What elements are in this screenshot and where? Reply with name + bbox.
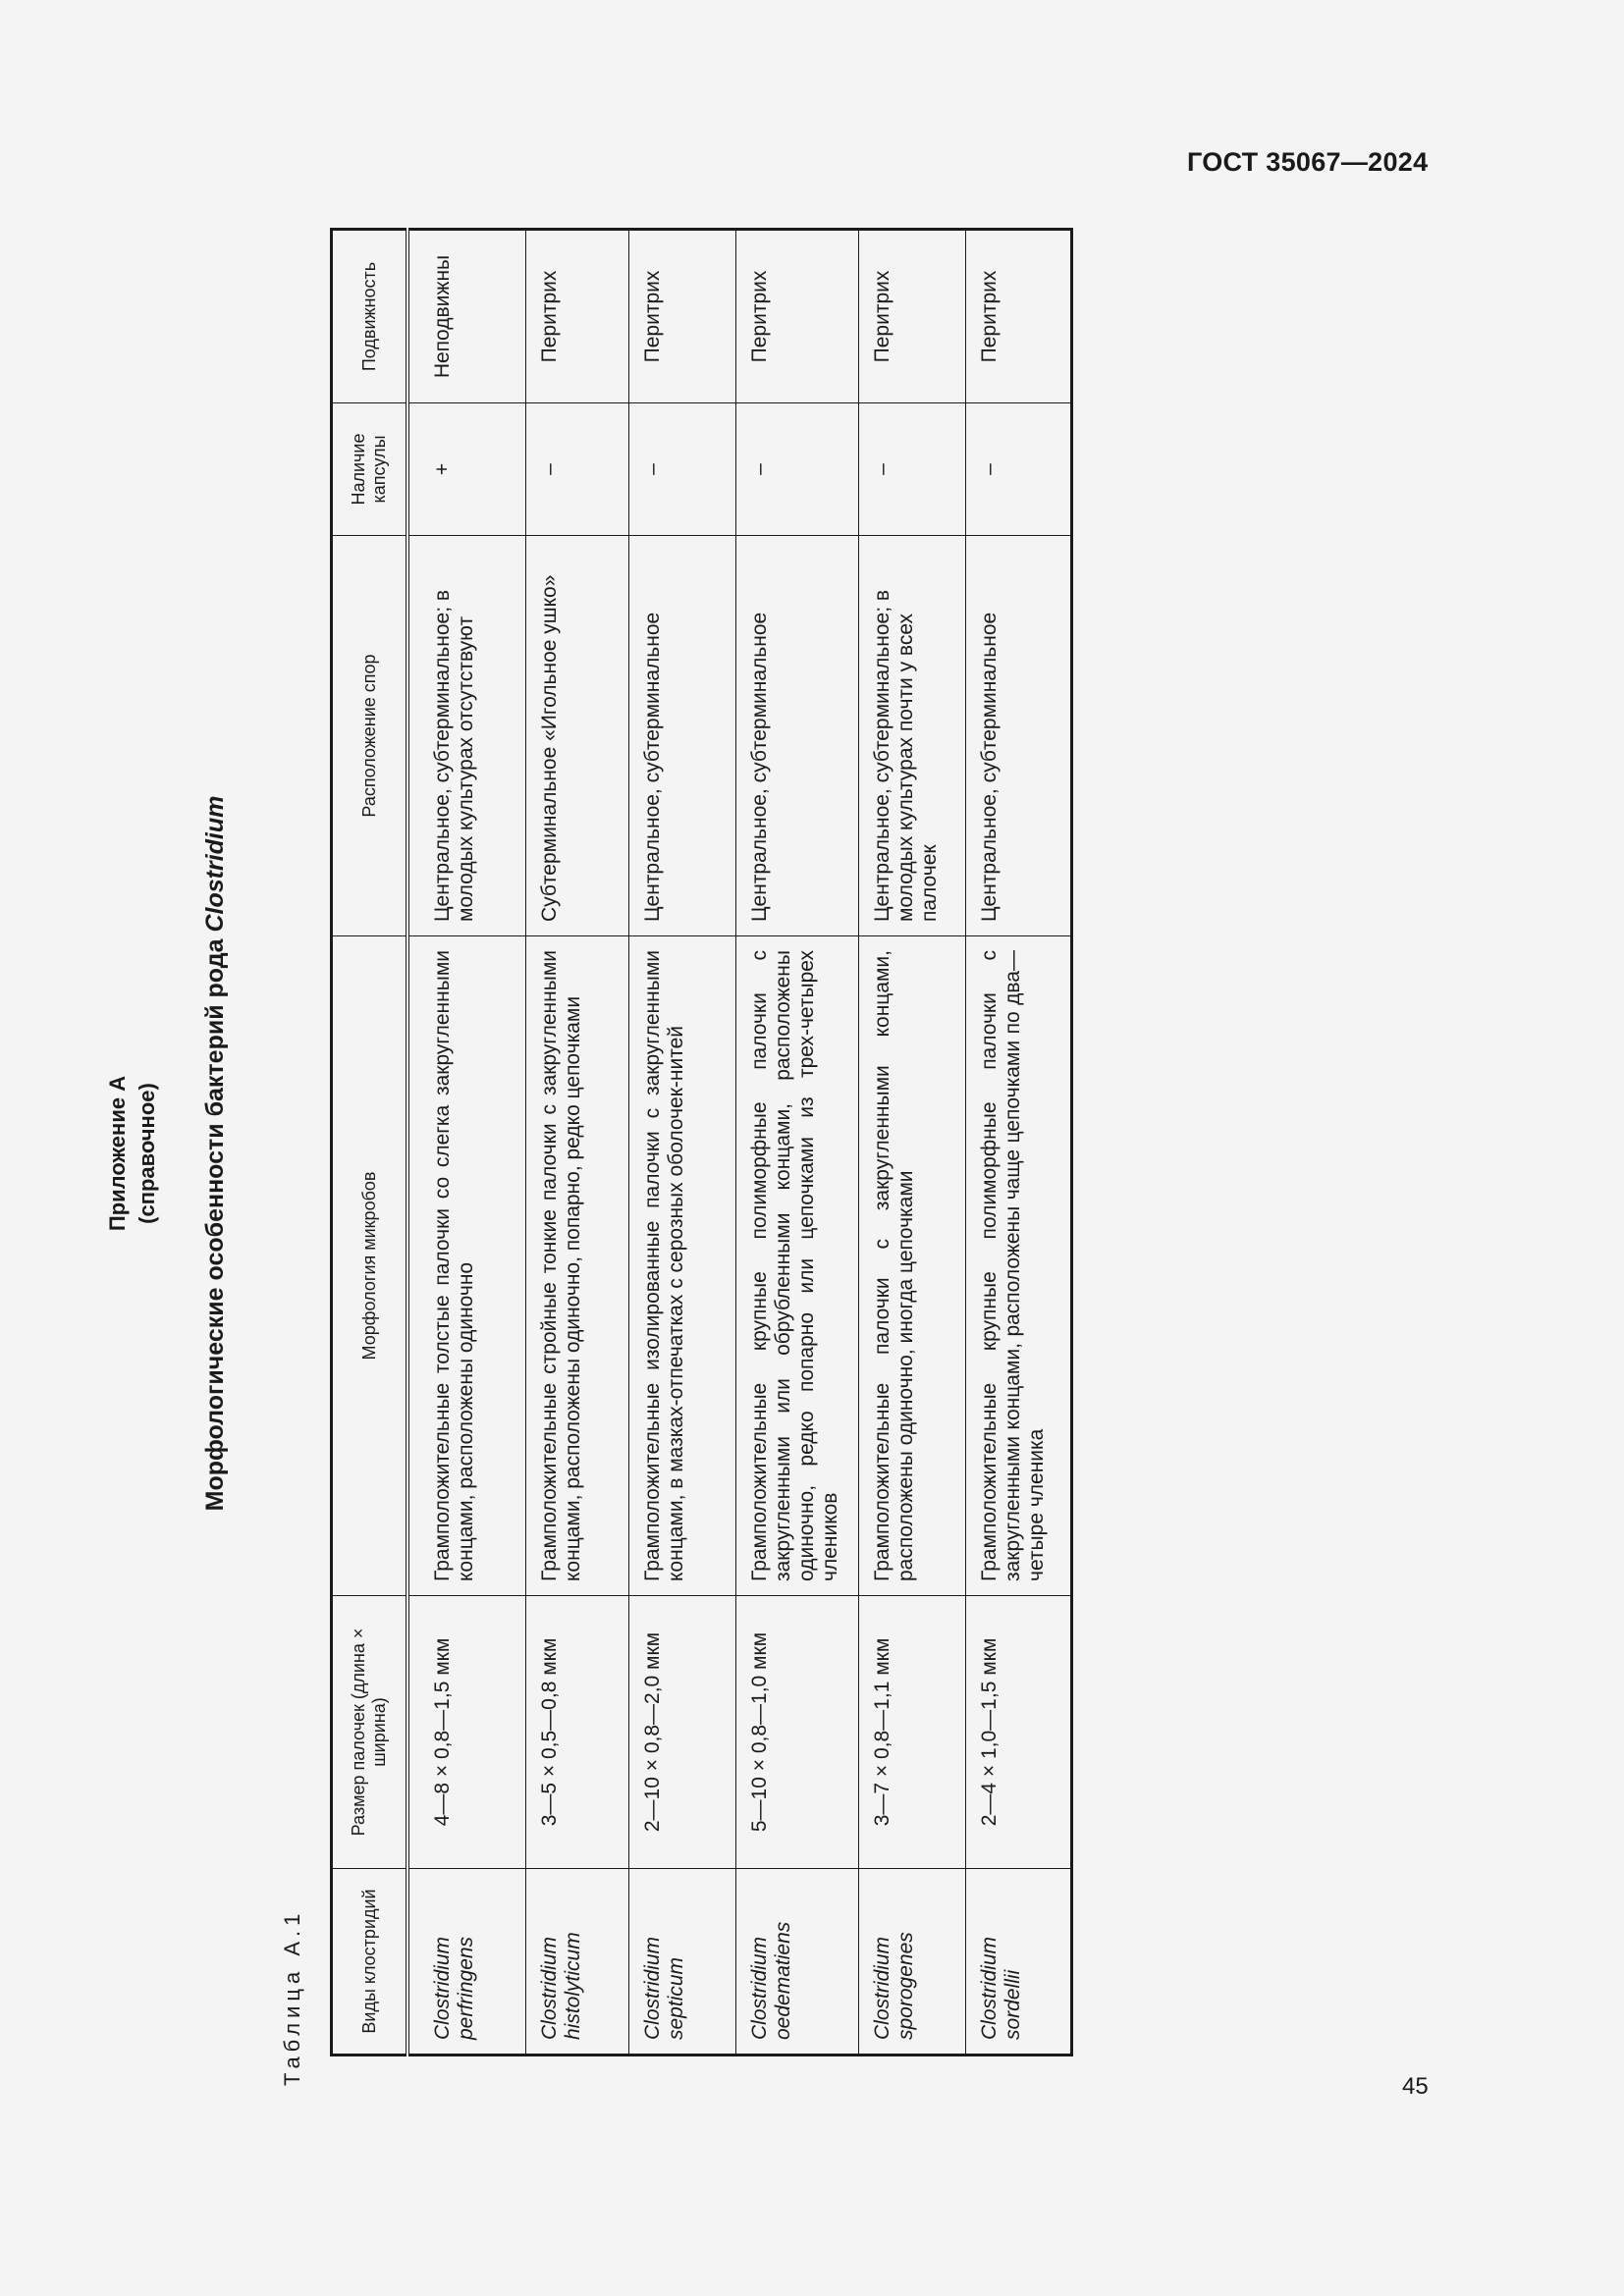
appendix-title: Приложение А bbox=[105, 1075, 130, 1232]
table-heading-genus: Clostridium bbox=[201, 795, 229, 933]
cell-motility: Перитрих bbox=[629, 230, 736, 403]
col-header-species: Виды клостридий bbox=[332, 1869, 408, 2056]
table-heading-text: Морфологические особенности бактерий рода bbox=[201, 932, 229, 1512]
cell-morphology: Грамположительные стройные тонкие палочки с закругленными концами, расположены одиночно, попарно, редко цепочками bbox=[526, 936, 629, 1596]
standard-code: ГОСТ 35067—2024 bbox=[1187, 147, 1429, 177]
cell-spores: Центральное, субтерминальное; в молодых культурах почти у всех палочек bbox=[859, 536, 966, 936]
cell-size: 3—7 × 0,8—1,1 мкм bbox=[859, 1596, 966, 1869]
table-row bbox=[407, 230, 526, 2056]
cell-capsule: – bbox=[859, 403, 966, 536]
cell-motility: Перитрих bbox=[526, 230, 629, 403]
cell-size: 5—10 × 0,8—1,0 мкм bbox=[736, 1596, 859, 1869]
col-header-size: Размер палочек (длина × ширина) bbox=[332, 1596, 408, 1869]
cell-size: 2—10 × 0,8—2,0 мкм bbox=[629, 1596, 736, 1869]
table-heading bbox=[201, 221, 230, 2086]
cell-spores: Центральное, субтерминальное bbox=[966, 536, 1072, 936]
cell-morphology: Грамположительные крупные полиморфные палочки с закругленными концами, расположены чаще цепочками по два—четыре членика bbox=[966, 936, 1072, 1596]
col-header-motility: Подвижность bbox=[332, 230, 408, 403]
table-row bbox=[736, 230, 859, 2056]
table-row bbox=[629, 230, 736, 2056]
cell-capsule: + bbox=[407, 403, 526, 536]
cell-species: Clostridium sordellii bbox=[966, 1869, 1072, 2056]
morphology-table bbox=[330, 228, 1073, 2056]
cell-motility: Перитрих bbox=[736, 230, 859, 403]
cell-morphology: Грамположительные изолированные палочки с закругленными концами, в мазках-отпечатках с серозных оболочек-нитей bbox=[629, 936, 736, 1596]
cell-species: Clostridium histolyticum bbox=[526, 1869, 629, 2056]
cell-spores: Центральное, субтерминальное; в молодых культурах отсутствуют bbox=[407, 536, 526, 936]
cell-motility: Неподвижны bbox=[407, 230, 526, 403]
cell-morphology: Грамположительные палочки с закругленными концами, расположены одиночно, иногда цепочками bbox=[859, 936, 966, 1596]
cell-morphology: Грамположительные крупные полиморфные палочки с закругленными или обрубленными концами, расположены одиночно, редко попарно или цепочками из трех-четырех члеников bbox=[736, 936, 859, 1596]
cell-motility: Перитрих bbox=[966, 230, 1072, 403]
rotated-content bbox=[103, 221, 1095, 2086]
col-header-spores: Расположение спор bbox=[332, 536, 408, 936]
cell-spores: Центральное, субтерминальное bbox=[629, 536, 736, 936]
cell-capsule: – bbox=[629, 403, 736, 536]
cell-species: Clostridium septicum bbox=[629, 1869, 736, 2056]
col-header-morphology: Морфология микробов bbox=[332, 936, 408, 1596]
table-caption: Таблица А.1 bbox=[280, 1908, 304, 2086]
cell-capsule: – bbox=[526, 403, 629, 536]
col-header-capsule: Наличие капсулы bbox=[332, 403, 408, 536]
cell-capsule: – bbox=[736, 403, 859, 536]
cell-species: Clostridium perfringens bbox=[407, 1869, 526, 2056]
cell-morphology: Грамположительные толстые палочки со слегка закругленными концами, расположены одиночно bbox=[407, 936, 526, 1596]
cell-spores: Центральное, субтерминальное bbox=[736, 536, 859, 936]
table-row bbox=[966, 230, 1072, 2056]
table-header-row bbox=[332, 230, 408, 2056]
cell-size: 3—5 × 0,5—0,8 мкм bbox=[526, 1596, 629, 1869]
cell-species: Clostridium oedematiens bbox=[736, 1869, 859, 2056]
appendix-subtitle: (справочное) bbox=[135, 1083, 159, 1224]
table-row bbox=[859, 230, 966, 2056]
cell-spores: Субтерминальное «Игольное ушко» bbox=[526, 536, 629, 936]
cell-capsule: – bbox=[966, 403, 1072, 536]
cell-species: Clostridium sporogenes bbox=[859, 1869, 966, 2056]
cell-size: 2—4 × 1,0—1,5 мкм bbox=[966, 1596, 1072, 1869]
appendix-title-block bbox=[103, 221, 162, 2086]
cell-size: 4—8 × 0,8—1,5 мкм bbox=[407, 1596, 526, 1869]
page-number: 45 bbox=[1402, 2073, 1429, 2100]
table-row bbox=[526, 230, 629, 2056]
cell-motility: Перитрих bbox=[859, 230, 966, 403]
